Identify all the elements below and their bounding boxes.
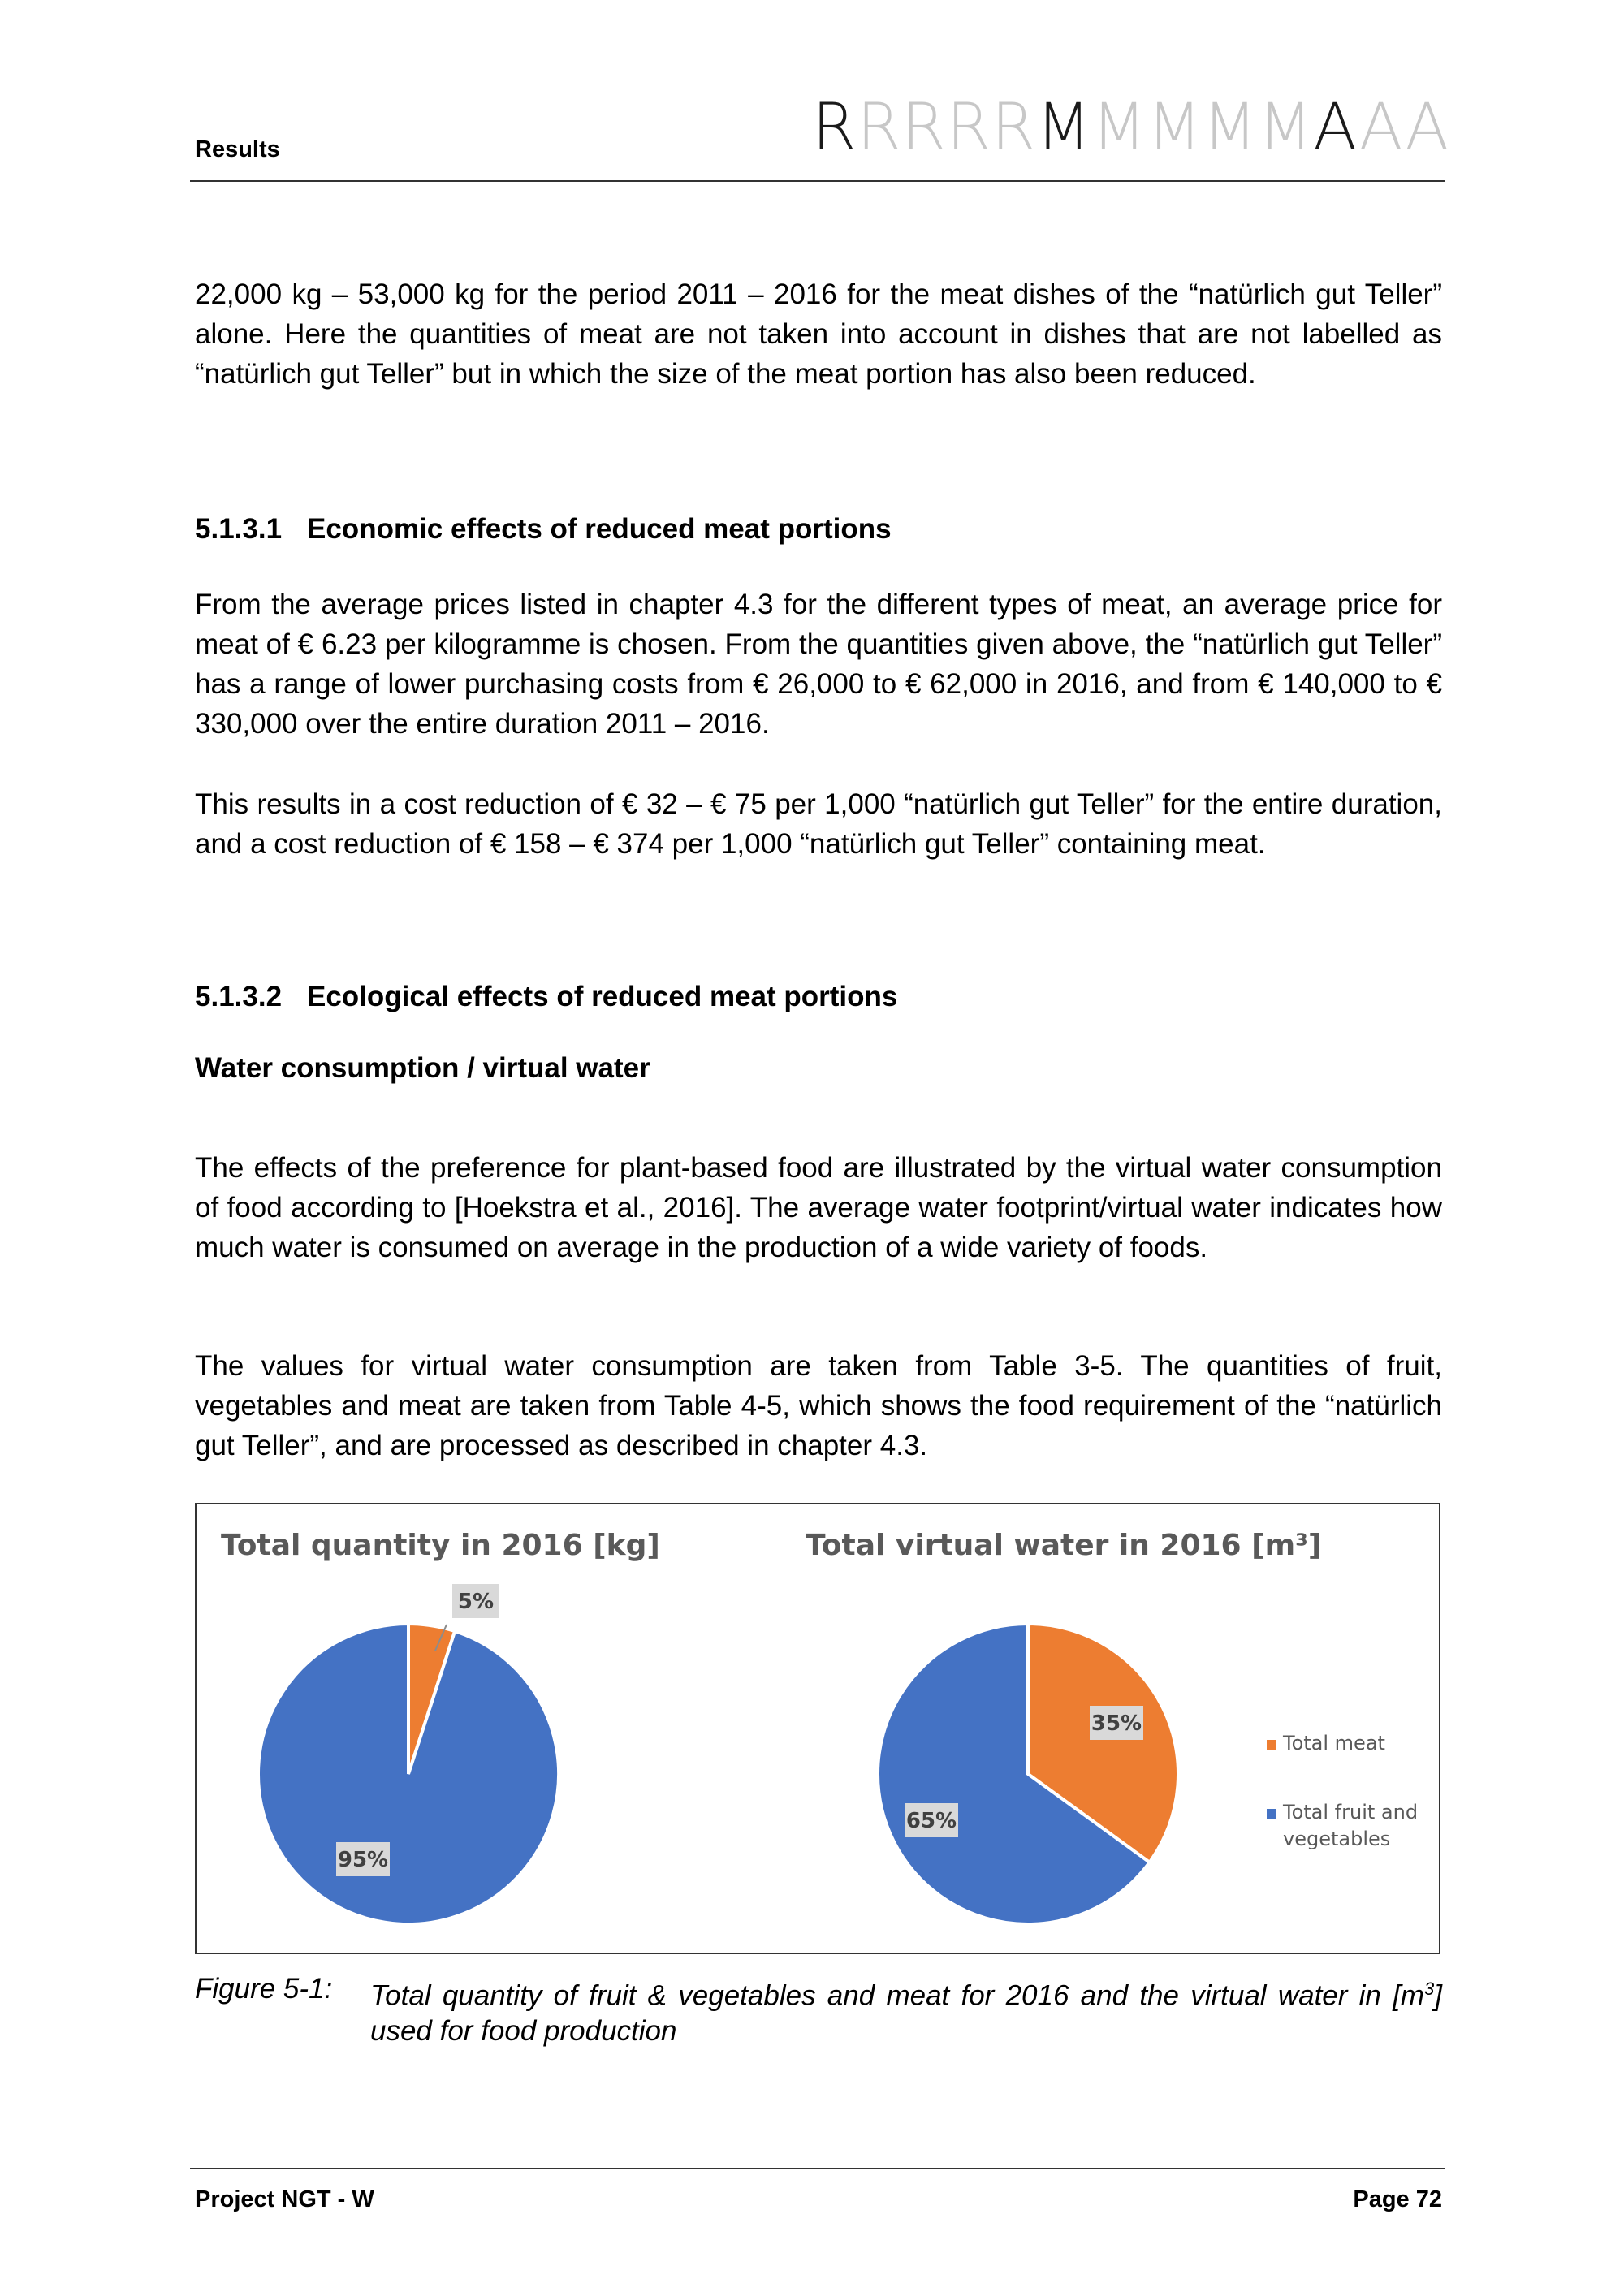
- pie-slice-fruit-veg: [258, 1624, 559, 1924]
- legend-label-fruit-line2: vegetables: [1283, 1828, 1391, 1850]
- paragraph-virtual-water: The effects of the preference for plant-based food are illustrated by the virtual water consumption of food according to [Hoekstra et al., 2016]. The average water footprint/virtual water indicates how much water is consumed on average in the production of a wide variety of foods.: [195, 1152, 1442, 1263]
- subheading-water: Water consumption / virtual water: [195, 1052, 650, 1084]
- caption-label: Figure 5-1:: [195, 1973, 333, 2005]
- paragraph-intro: 22,000 kg – 53,000 kg for the period 2011 – 2016 for the meat dishes of the “natürlich gut Teller” alone. Here the quantities of meat are not taken into account in dishes that are not labelled as “natürlich gut Teller” but in which the size of the meat portion has also been reduced.: [195, 278, 1442, 390]
- logo-part: R: [812, 91, 857, 164]
- logo-part: MMMM: [1091, 91, 1314, 164]
- caption-text: [370, 1971, 1442, 2048]
- logo-part: A: [1313, 91, 1360, 164]
- logo-part: AA: [1359, 91, 1449, 164]
- pie-charts-svg: [197, 1504, 1439, 1953]
- pie-quantity: [258, 1624, 559, 1924]
- header-divider: [190, 180, 1445, 182]
- slice-label-fruit-water: 65%: [905, 1809, 957, 1833]
- paragraph-values: The values for virtual water consumption are taken from Table 3-5. The quantities of fruit, vegetables and meat are taken from Table 4-5, which shows the food requirement of the “natürlich gut Teller”, and are processed as described in chapter 4.3.: [195, 1350, 1442, 1461]
- running-header: Results: [195, 136, 280, 162]
- caption-part: Total quantity of fruit & vegetables and meat for 2016 and the virtual water in [m: [370, 1979, 1425, 2012]
- chart-title-virtual-water: Total virtual water in 2016 [m³]: [806, 1529, 1322, 1562]
- section-number: 5.1.3.2: [195, 981, 283, 1012]
- legend-label-meat: Total meat: [1283, 1732, 1385, 1754]
- section-heading-economic: [195, 513, 892, 546]
- footer-project: Project NGT - W: [195, 2186, 374, 2212]
- legend-label-fruit: Total fruit and: [1283, 1801, 1419, 1823]
- figure-pie-charts: [195, 1503, 1440, 1954]
- caption-part: ] used for food production: [370, 1979, 1442, 2047]
- section-number: 5.1.3.1: [195, 513, 283, 545]
- footer-divider: [190, 2168, 1445, 2169]
- slice-label-meat-water: 35%: [1091, 1711, 1142, 1736]
- section-title: Ecological effects of reduced meat portions: [307, 981, 898, 1012]
- company-logo: [812, 91, 1449, 164]
- legend-swatch-fruit: [1267, 1809, 1276, 1819]
- legend-swatch-meat: [1267, 1740, 1276, 1750]
- footer-page-number: Page 72: [1353, 2186, 1442, 2212]
- pie-virtual-water: [878, 1624, 1178, 1924]
- caption-superscript: 3: [1424, 1979, 1435, 1999]
- logo-part: M: [1036, 91, 1092, 164]
- slice-label-meat-quantity: 5%: [457, 1590, 495, 1614]
- chart-title-quantity: Total quantity in 2016 [kg]: [221, 1529, 660, 1562]
- logo-part: RRRR: [857, 91, 1036, 164]
- section-title: Economic effects of reduced meat portions: [307, 513, 892, 545]
- section-heading-ecological: [195, 981, 897, 1013]
- slice-label-fruit-quantity: 95%: [337, 1848, 389, 1872]
- paragraph-prices: From the average prices listed in chapter 4.3 for the different types of meat, an average price for meat of € 6.23 per kilogramme is chosen. From the quantities given above, the “natürlich gut Teller” has a range of lower purchasing costs from € 26,000 to € 62,000 in 2016, and from € 140,000 to € 330,000 over the entire duration 2011 – 2016.: [195, 589, 1442, 740]
- paragraph-cost-reduction: This results in a cost reduction of € 32 – € 75 per 1,000 “natürlich gut Teller” for the entire duration, and a cost reduction of € 158 – € 374 per 1,000 “natürlich gut Teller” containing meat.: [195, 788, 1442, 860]
